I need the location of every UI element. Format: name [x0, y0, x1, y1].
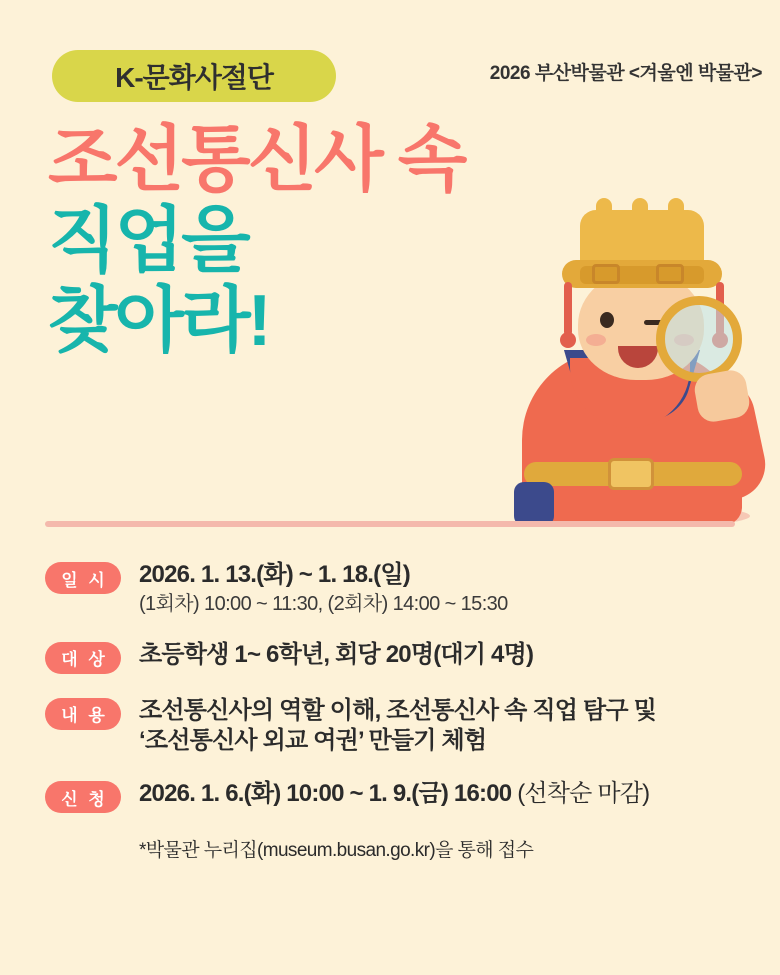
info-row-content: [45, 696, 745, 757]
headline-line-2: 직업을: [48, 200, 248, 281]
headline-line-3: 찾아라!: [48, 281, 269, 362]
info-body-content: [139, 696, 656, 757]
character-tassel-ball-left: [560, 332, 576, 348]
program-badge-label: K-문화사절단: [115, 62, 273, 93]
info-application-note: (선착순 마감): [517, 780, 650, 808]
info-row-date: [45, 560, 745, 618]
info-content-main: 조선통신사의 역할 이해, 조선통신사 속 직업 탐구 및: [139, 696, 657, 724]
info-tag-content: 내 용: [45, 698, 121, 730]
info-tag-date: 일 시: [45, 562, 121, 594]
info-row-audience: [45, 640, 745, 674]
info-content-main-2: ‘조선통신사 외교 여권’ 만들기 체험: [139, 727, 487, 755]
section-divider: [45, 521, 735, 527]
application-footnote: *박물관 누리집(museum.busan.go.kr)을 통해 접수: [139, 840, 534, 862]
info-row-application: [45, 779, 745, 813]
character-eye: [600, 312, 614, 328]
character-belt-buckle: [608, 458, 654, 490]
info-application-period: 2026. 1. 6.(화) 10:00 ~ 1. 9.(금) 16:00: [139, 780, 518, 808]
museum-title: 2026 부산박물관 <겨울엔 박물관>: [489, 63, 762, 84]
info-date-sub: (1회차) 10:00 ~ 11:30, (2회차) 14:00 ~ 15:30: [139, 592, 508, 615]
envoy-character-illustration: [500, 200, 760, 540]
info-body-application: [139, 779, 649, 810]
info-audience-main: 초등학생 1~ 6학년, 회당 20명(대기 4명): [139, 640, 534, 668]
info-tag-audience: 대 상: [45, 642, 121, 674]
info-date-main: 2026. 1. 13.(화) ~ 1. 18.(일): [139, 561, 410, 588]
info-application-main: [139, 779, 649, 810]
character-hat-ornament-right: [656, 264, 684, 284]
headline-line-1: 조선통신사 속: [48, 120, 465, 200]
info-tag-application: 신 청: [45, 781, 121, 813]
character-hat-knob-right: [668, 198, 684, 218]
info-section: [45, 560, 745, 862]
info-body-date: [139, 560, 508, 618]
character-left-cuff: [514, 482, 554, 526]
info-body-audience: [139, 640, 533, 671]
program-badge: [52, 50, 336, 102]
character-cheek-left: [586, 334, 606, 346]
character-hat-knob-left: [596, 198, 612, 218]
character-hat-knob-center: [632, 198, 648, 218]
magnifier-icon: [656, 296, 742, 382]
character-tassel-left: [564, 282, 572, 336]
character-hat-ornament-left: [592, 264, 620, 284]
